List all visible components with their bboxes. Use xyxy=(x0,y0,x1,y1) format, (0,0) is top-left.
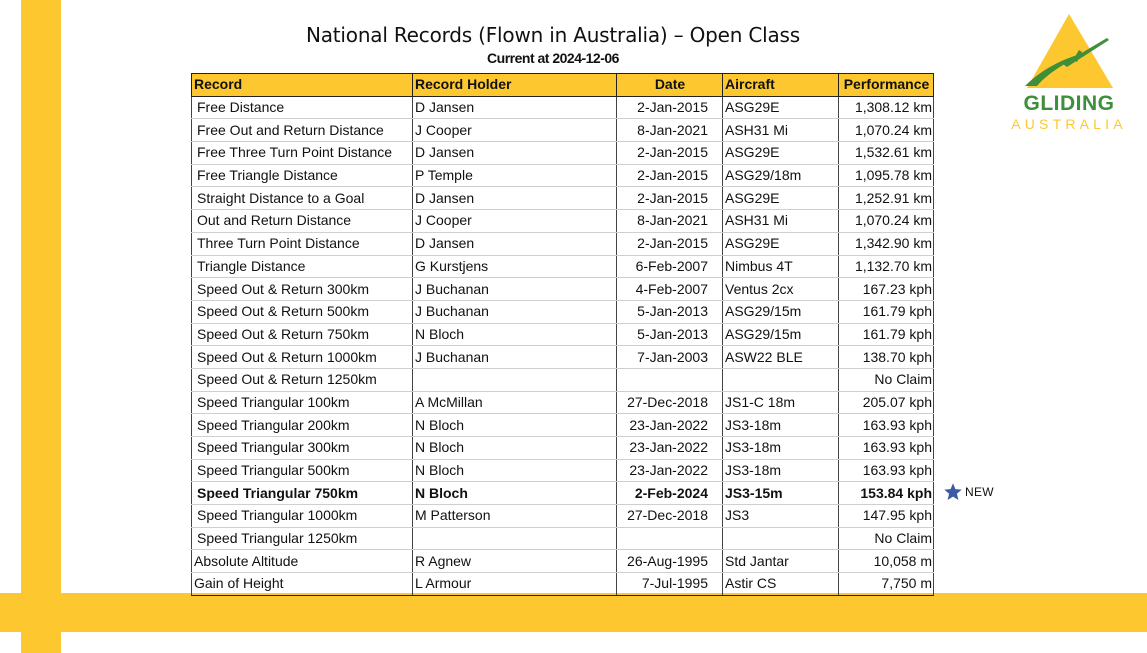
performance-cell: 1,132.70 km xyxy=(839,255,934,278)
table-row xyxy=(192,414,934,437)
aircraft-cell xyxy=(723,527,839,550)
aircraft-cell: ASH31 Mi xyxy=(723,210,839,233)
date-cell: 2-Feb-2024 xyxy=(617,482,723,505)
table-row xyxy=(192,164,934,187)
holder-cell xyxy=(413,527,617,550)
aircraft-cell: JS3-18m xyxy=(723,459,839,482)
table-row xyxy=(192,278,934,301)
record-cell: Speed Triangular 100km xyxy=(192,391,413,414)
holder-cell: L Armour xyxy=(413,573,617,596)
record-cell: Speed Out & Return 750km xyxy=(192,323,413,346)
record-cell: Free Distance xyxy=(192,96,413,119)
performance-cell: 1,532.61 km xyxy=(839,142,934,165)
record-cell: Speed Triangular 1000km xyxy=(192,505,413,528)
performance-cell: 161.79 kph xyxy=(839,300,934,323)
table-row xyxy=(192,142,934,165)
aircraft-cell: ASG29E xyxy=(723,96,839,119)
holder-cell: D Jansen xyxy=(413,142,617,165)
table-row xyxy=(192,346,934,369)
date-cell: 2-Jan-2015 xyxy=(617,96,723,119)
performance-cell: 161.79 kph xyxy=(839,323,934,346)
date-cell: 5-Jan-2013 xyxy=(617,323,723,346)
column-header-record: Record xyxy=(192,74,413,97)
performance-cell: 1,252.91 km xyxy=(839,187,934,210)
performance-cell: No Claim xyxy=(839,368,934,391)
performance-cell: 153.84 kph xyxy=(839,482,934,505)
logo-wordmark-australia: AUSTRALIA xyxy=(1011,116,1127,132)
holder-cell: N Bloch xyxy=(413,482,617,505)
table-row xyxy=(192,573,934,596)
aircraft-cell: Ventus 2cx xyxy=(723,278,839,301)
date-cell: 8-Jan-2021 xyxy=(617,210,723,233)
holder-cell: J Buchanan xyxy=(413,346,617,369)
record-cell: Gain of Height xyxy=(192,573,413,596)
holder-cell: D Jansen xyxy=(413,232,617,255)
table-row xyxy=(192,210,934,233)
date-cell: 23-Jan-2022 xyxy=(617,459,723,482)
aircraft-cell: ASG29/15m xyxy=(723,300,839,323)
holder-cell: M Patterson xyxy=(413,505,617,528)
performance-cell: 1,070.24 km xyxy=(839,119,934,142)
performance-cell: 1,095.78 km xyxy=(839,164,934,187)
aircraft-cell: JS1-C 18m xyxy=(723,391,839,414)
holder-cell: J Cooper xyxy=(413,119,617,142)
aircraft-cell: Astir CS xyxy=(723,573,839,596)
date-cell xyxy=(617,527,723,550)
new-label: NEW xyxy=(965,485,994,499)
record-cell: Free Triangle Distance xyxy=(192,164,413,187)
logo-wordmark-gliding: GLIDING xyxy=(1023,92,1115,115)
performance-cell: 205.07 kph xyxy=(839,391,934,414)
aircraft-cell: ASG29/18m xyxy=(723,164,839,187)
record-cell: Speed Out & Return 1000km xyxy=(192,346,413,369)
date-cell: 27-Dec-2018 xyxy=(617,391,723,414)
bottom-accent-bar xyxy=(0,593,1147,632)
performance-cell: 1,070.24 km xyxy=(839,210,934,233)
date-cell: 23-Jan-2022 xyxy=(617,414,723,437)
table-row xyxy=(192,323,934,346)
holder-cell: P Temple xyxy=(413,164,617,187)
record-cell: Speed Out & Return 300km xyxy=(192,278,413,301)
date-cell: 5-Jan-2013 xyxy=(617,300,723,323)
holder-cell: J Cooper xyxy=(413,210,617,233)
aircraft-cell: JS3-18m xyxy=(723,414,839,437)
table-row xyxy=(192,368,934,391)
date-cell xyxy=(617,368,723,391)
record-cell: Out and Return Distance xyxy=(192,210,413,233)
holder-cell: N Bloch xyxy=(413,414,617,437)
performance-cell: 147.95 kph xyxy=(839,505,934,528)
table-row xyxy=(192,96,934,119)
holder-cell xyxy=(413,368,617,391)
performance-cell: 163.93 kph xyxy=(839,437,934,460)
performance-cell: 163.93 kph xyxy=(839,414,934,437)
table-row xyxy=(192,437,934,460)
holder-cell: N Bloch xyxy=(413,323,617,346)
date-cell: 7-Jan-2003 xyxy=(617,346,723,369)
table-row xyxy=(192,391,934,414)
column-header-aircraft: Aircraft xyxy=(723,74,839,97)
record-cell: Speed Triangular 1250km xyxy=(192,527,413,550)
date-cell: 26-Aug-1995 xyxy=(617,550,723,573)
page-subtitle: Current at 2024-12-06 xyxy=(487,50,619,66)
records-table xyxy=(191,73,934,596)
aircraft-cell: JS3-15m xyxy=(723,482,839,505)
performance-cell: 1,342.90 km xyxy=(839,232,934,255)
table-row xyxy=(192,527,934,550)
record-cell: Speed Triangular 750km xyxy=(192,482,413,505)
date-cell: 2-Jan-2015 xyxy=(617,232,723,255)
holder-cell: A McMillan xyxy=(413,391,617,414)
record-cell: Speed Triangular 300km xyxy=(192,437,413,460)
aircraft-cell: JS3 xyxy=(723,505,839,528)
table-row xyxy=(192,505,934,528)
date-cell: 6-Feb-2007 xyxy=(617,255,723,278)
performance-cell: 10,058 m xyxy=(839,550,934,573)
record-cell: Straight Distance to a Goal xyxy=(192,187,413,210)
holder-cell: J Buchanan xyxy=(413,300,617,323)
performance-cell: 163.93 kph xyxy=(839,459,934,482)
aircraft-cell: ASG29/15m xyxy=(723,323,839,346)
record-cell: Speed Triangular 500km xyxy=(192,459,413,482)
table-row xyxy=(192,232,934,255)
holder-cell: N Bloch xyxy=(413,459,617,482)
date-cell: 27-Dec-2018 xyxy=(617,505,723,528)
performance-cell: 1,308.12 km xyxy=(839,96,934,119)
column-header-performance: Performance xyxy=(839,74,934,97)
date-cell: 2-Jan-2015 xyxy=(617,187,723,210)
record-cell: Speed Triangular 200km xyxy=(192,414,413,437)
holder-cell: D Jansen xyxy=(413,96,617,119)
holder-cell: G Kurstjens xyxy=(413,255,617,278)
aircraft-cell: ASG29E xyxy=(723,232,839,255)
date-cell: 2-Jan-2015 xyxy=(617,164,723,187)
column-header-date: Date xyxy=(617,74,723,97)
table-row xyxy=(192,550,934,573)
table-row xyxy=(192,482,934,505)
date-cell: 23-Jan-2022 xyxy=(617,437,723,460)
aircraft-cell: JS3-18m xyxy=(723,437,839,460)
performance-cell: 167.23 kph xyxy=(839,278,934,301)
record-cell: Free Three Turn Point Distance xyxy=(192,142,413,165)
date-cell: 7-Jul-1995 xyxy=(617,573,723,596)
record-cell: Speed Out & Return 1250km xyxy=(192,368,413,391)
date-cell: 4-Feb-2007 xyxy=(617,278,723,301)
aircraft-cell: ASG29E xyxy=(723,142,839,165)
record-cell: Triangle Distance xyxy=(192,255,413,278)
record-cell: Speed Out & Return 500km xyxy=(192,300,413,323)
record-cell: Three Turn Point Distance xyxy=(192,232,413,255)
date-cell: 2-Jan-2015 xyxy=(617,142,723,165)
column-header-holder: Record Holder xyxy=(413,74,617,97)
performance-cell: 7,750 m xyxy=(839,573,934,596)
table-row xyxy=(192,187,934,210)
holder-cell: N Bloch xyxy=(413,437,617,460)
aircraft-cell: Std Jantar xyxy=(723,550,839,573)
holder-cell: J Buchanan xyxy=(413,278,617,301)
holder-cell: D Jansen xyxy=(413,187,617,210)
record-cell: Absolute Altitude xyxy=(192,550,413,573)
performance-cell: 138.70 kph xyxy=(839,346,934,369)
records-table-body xyxy=(192,96,934,595)
table-row xyxy=(192,119,934,142)
aircraft-cell: ASH31 Mi xyxy=(723,119,839,142)
table-row xyxy=(192,255,934,278)
aircraft-cell xyxy=(723,368,839,391)
left-accent-bar xyxy=(21,0,61,653)
new-record-marker xyxy=(943,481,994,503)
date-cell: 8-Jan-2021 xyxy=(617,119,723,142)
holder-cell: R Agnew xyxy=(413,550,617,573)
aircraft-cell: ASG29E xyxy=(723,187,839,210)
table-row xyxy=(192,459,934,482)
table-row xyxy=(192,300,934,323)
record-cell: Free Out and Return Distance xyxy=(192,119,413,142)
page-title: National Records (Flown in Australia) – Open Class xyxy=(305,23,801,47)
aircraft-cell: ASW22 BLE xyxy=(723,346,839,369)
star-icon xyxy=(943,482,963,502)
performance-cell: No Claim xyxy=(839,527,934,550)
table-header-row xyxy=(192,74,934,97)
aircraft-cell: Nimbus 4T xyxy=(723,255,839,278)
